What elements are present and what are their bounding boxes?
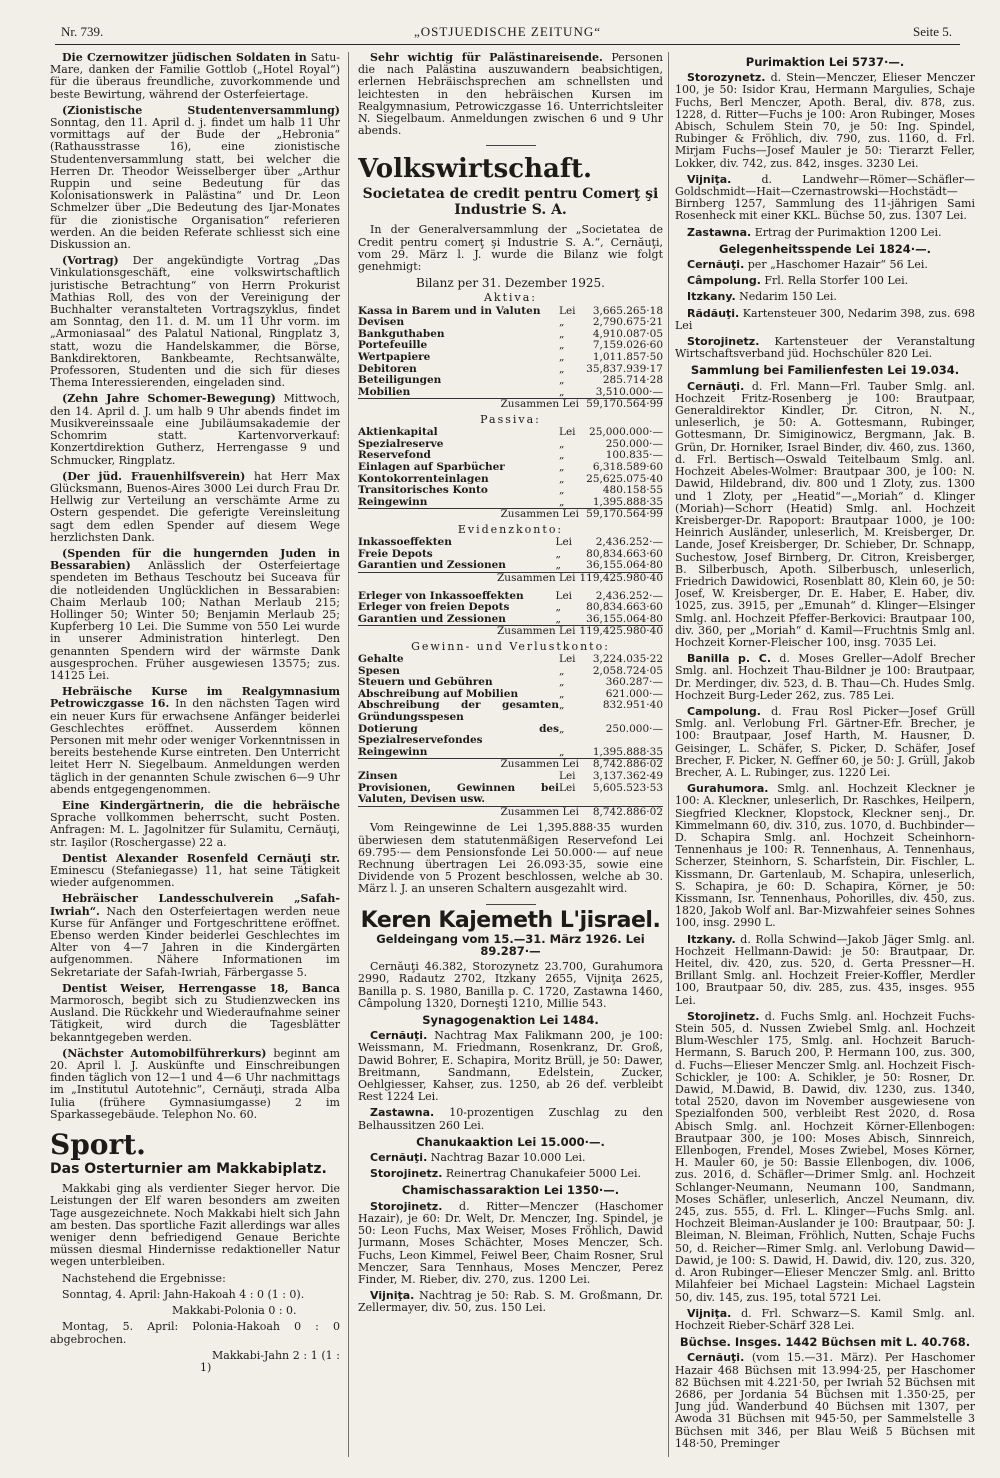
balance-amount: 36,155.064·80 [586,559,663,572]
balance-label: Einlagen auf Sparbücher [358,460,505,473]
balance-row [358,747,663,759]
balance-amount: 35,837.939·17 [586,362,663,375]
balance-row [358,560,663,572]
donation-entry [358,1152,663,1164]
balance-row [358,497,663,509]
balance-currency: „ [559,495,565,508]
donation-city: Banilla p. C. [687,652,772,666]
bilanz-title: Bilanz per 31. Dezember 1925. [416,276,605,291]
balance-total-amount: 8,742.886·02 [583,759,663,771]
balance-total-row [358,626,663,638]
balance-label: Devisen [358,316,405,329]
balance-currency: „ [559,351,565,364]
balance-amount: 285.714·28 [602,374,663,387]
separator [486,904,536,905]
chanuka-list [358,1152,663,1180]
donation-city: Cernăuţi. [370,1029,428,1043]
column-rule [348,52,349,1457]
notice-paragraph [50,471,340,544]
donation-entry [675,291,975,303]
donation-entry [675,1308,975,1332]
local-notices [50,52,340,1121]
balance-label: Dotierung des Spezialreservefondes [358,722,559,747]
separator [486,145,536,146]
balance-amount: 2,058.724·05 [592,664,663,677]
balance-label: Spesen [358,664,400,677]
balance-total-label: Zusammen Lei [358,399,583,411]
balance-amount: 480.158·55 [602,484,663,497]
balance-label: Mobilien [358,385,411,398]
donation-entry [675,1352,975,1450]
sport-result: Makkabi-Jahn 2 : 1 (1 : 1) [200,1348,340,1374]
notice-paragraph [50,686,340,796]
balance-currency: Lei [559,304,576,317]
balance-amount: 3,224.035·22 [592,653,663,666]
notice-paragraph [50,1048,340,1121]
donation-text: Nachtrag je 50: Rab. S. M. Großmann, Dr. Zellermayer, div. 50, zus. 150 Lei. [358,1289,663,1315]
balance-row [358,352,663,364]
balance-amount: 621.000·— [605,687,663,700]
balance-currency: „ [559,449,565,462]
donation-city: Cernăuţi. [687,379,745,393]
donation-entry [675,783,975,929]
notice-lead: Hebräische Kurse im Realgymnasium Petrowiczgasse 16. [50,685,340,711]
volkswirtschaft-title: Volkswirtschaft. [358,154,593,185]
balance-label: Provisionen, Gewinnen bei Valuten, Devisen usw. [358,781,559,806]
balance-currency: „ [559,374,565,387]
sport-heading: Das Osterturnier am Makkabiplatz. [50,1161,327,1178]
balance-amount: 250.000·— [605,437,663,450]
donation-city: Gurahumora. [687,782,769,796]
balance-currency: Lei [559,770,576,783]
balance-currency: „ [559,472,565,485]
balance-total-row [358,399,663,411]
column-rule [668,52,669,1457]
notice-paragraph [50,548,340,682]
societatea-intro: In der Generalversammlung der „Societatea de Credit pentru comerţ şi Industrie S. A.“, Cernăuţi, vom 29. März l. J. wurde die Bilanz wie folgt genehmigt: [358,223,663,274]
donation-text: 10-prozentigen Zuschlag zu den Belhaussitzen 260 Lei. [358,1106,663,1132]
notice-lead: (Zehn Jahre Schomer-Bewegung) [62,392,276,406]
column-local-news [50,52,340,1457]
balance-amount: 80,834.663·60 [586,601,663,614]
notice-paragraph [50,853,340,890]
donation-entry [358,1030,663,1103]
notice-lead: Die Czernowitzer jüdischen Soldaten in [62,52,307,64]
balance-currency: „ [559,362,565,375]
balance-label: Gehalte [358,653,404,666]
donation-entry [675,706,975,779]
donation-text: Nachtrag Bazar 10.000 Lei. [427,1151,586,1165]
balance-currency: Lei [555,589,573,602]
balance-amount: 1,395.888·35 [592,495,663,508]
balance-amount: 5,605.523·53 [592,781,663,794]
balance-row [358,485,663,497]
familienfeste-title: Sammlung bei Familienfesten Lei 19.034. [690,363,960,378]
donation-city: Zastawna. [370,1106,435,1120]
balance-label: Zinsen [358,770,398,783]
notice-lead: (Zionistische Studentenversammlung) [62,103,340,117]
donation-text: (vom 15.—31. März). Per Haschomer Hazair 468 Büchsen mit 13.994·25, per Haschomer 82 Büchsen mit 4.221·50, per Iwriah 52 Büchsen mit 2686, per Jordania 54 Büchsen mit 1.350·25, per Jung jüd. Wanderbund 40 Büchsen mit 1307, per Awoda 31 Büchsen mit 945·50, per Sammelstelle 3 Büchsen mit 346, per Blau Weiß 5 Büchsen mit 148·50, Preminger [675,1351,975,1450]
donation-text: Nedarim 150 Lei. [735,290,837,304]
sport-result: Makkabi-Polonia 0 : 0. [172,1304,297,1318]
balance-amount: 1,395.888·35 [592,745,663,758]
balance-currency: Lei [555,536,573,549]
notice-text: Marmorosch, begibt sich zu Studienzwecken ins Ausland. Die Rückkehr und Wiederaufnahme seiner Tätigkeit, wird durch die Tagesblätter bekanntgegeben werden. [50,994,340,1044]
notice-paragraph [50,105,340,251]
balance-label: Erleger von freien Depots [358,601,510,614]
balance-amount: 3,137.362·49 [592,770,663,783]
donation-text: Kartensteuer der Veranstaltung Wirtschaftsverband jüd. Hochschüler 820 Lei. [675,335,975,361]
donation-city: Storojinetz. [370,1199,443,1213]
balance-label: Transitorisches Konto [358,484,488,497]
balance-currency: „ [559,484,565,497]
balance-label: Aktienkapital [358,426,438,439]
balance-amount: 2,790.675·21 [592,316,663,329]
balance-currency: „ [559,327,565,340]
donation-text: Smlg. anl. Hochzeit Kleckner je 100: A. Kleckner, unleserlich, Dr. Raschkes, Heilpern, Siegfried Kleckner, Klopstock, Kleckner senj., Dr. Kimmelmann 60, div. 310, zus. 1070, d. Buchbinder—D. Schapira Smlg. anl. Hochzeit Scheinhorn-Tennenhaus je 100: R. Tennenhaus, A. Tennenhaus, Scherzer, Steinhorn, S. Scharfstein, Dir. Fischler, L. Kissmann, Dr. Gartenlaub, M. Schapira, unleserlich, S. Schapira, je 60: D. Schapira, Körner, je 50: Kissmann, Isr. Tennenhaus, Pohorilles, div. 450, zus. 1820, Jakob Wolf anl. Bar-Mizwahfeier seines Sohnes 100, insg. 2990 L. [675,782,975,930]
balance-total-label: Zusammen Lei [358,509,583,521]
passiva-table [358,427,663,521]
buechse-title: Büchse. Insges. 1442 Büchsen mit L. 40.768. [679,1335,971,1350]
notice-lead: (Der jüd. Frauenhilfsverein) [62,469,246,483]
sport-text: Makkabi ging als verdienter Sieger hervor. Die Leistungen der Elf waren besonders am zweiten Tage ausgezeichnete. Noch Makkabi hielt sich Jahn am besten. Das sportliche Fazit allerdings war alles weniger denn befriedigend Genaue Berichte müssen diesmal Hindernisse redaktioneller Natur wegen unterbleiben. [50,1182,340,1269]
notice-paragraph [50,983,340,1044]
balance-currency: „ [555,547,561,560]
palestine-notice: Sehr wichtig für Palästinareisende. Personen die nach Palästina auszuwandern beabsichtigen, erlernen Hebräischsprechen am schnellsten und leichtesten in den hebräischen Kursen im Realgymnasium, Petrowiczgasse 16. Unterrichtsleiter N. Siegelbaum. Anmeldungen zwischen 6 und 9 Uhr abends. [358,52,663,138]
balance-label: Debitoren [358,362,417,375]
balance-amount: 3,665.265·18 [592,304,663,317]
notice-text: Mittwoch, den 14. April d. J. um halb 9 Uhr abends findet im Musikvereinssaale eine Jubiläumsakademie der Schomrim statt. Kartenvorverkauf: Konzertdirektion Gutherz, Herrengasse 9 und Schmucker, Ringplatz. [50,392,340,467]
balance-label: Kassa in Barem und in Valuten [358,304,541,317]
balance-total-label: Zusammen Lei [358,806,583,818]
donation-city: Vijniţa. [687,172,732,186]
issue-number: Nr. 739. [61,24,104,39]
balance-amount: 25,625.075·40 [586,472,663,485]
donation-entry [675,259,975,271]
donation-text: d. Moses Greller—Adolf Brecher Smlg. anl. Hochzeit Thau-Bildner je 100: Brautpaar, Dr. Merdinger, div. 523, d. B. Thau—Ch. Hudes Smlg. Hochzeit Burg-Leder 262, zus. 785 Lei. [675,652,975,702]
donation-text: d. Fuchs Smlg. anl. Hochzeit Fuchs-Stein 505, d. Nussen Zwiebel Smlg. anl. Hochzeit Blum-Weschler 175, Smlg. anl. Hochzeit Baruch-Hermann, S. Baruch 200, P. Hermann 100, zus. 300, d. Fuchs—Elieser Menczer Smlg. anl. Hochzeit Fisch-Schickler, je 100: A. Schikler, je 50: Rosner, Dr. Dawid, M.Dawid, B. Dawid, div. 1230, zus. 1340, total 2520, davon im November ausgewiesene von Spezialfonden 500, verbleibt Rest 2020, d. Rosa Abisch Smlg. anl. Hochzeit Körner-Ellenbogen: Brautpaar 300, je 100: Moses Abisch, Sinnreich, Ellenbogen, Frendel, Moses Zwiebel, Moses Körner, H. Mauler 60, je 50: Bassie Ellenbogen, div. 1006, zus. 2016, d. Schäfler—Drimer Smlg. anl. Hochzeit Schlanger-Neumann, Neumann 100, Sandmann, Moses Schäfler, unleserlich, Anczel Neumann, div. 245, zus. 555, d. Frl. L. Klinger—Fuchs Smlg. anl. Hochzeit Bleiman-Auslander je 100: Brautpaar, 50: J. Bleiman, N. Bleiman, Fröhlich, Nutten, Schaje Fuchs 50, d. Reicher—Rimer Smlg. anl. Verlobung Dawid—Dawid, je 100: S. Dawid, H. Dawid, div. 120, zus. 320, d. Aron Rubinger—Elieser Menczer Smlg. anl. Britto Milahfeier bei Michael Lagstein: Michael Lagstein 50, div. 145, zus. 195, total 5721 Lei. [675,1009,975,1304]
notice-text: Eminescu (Stefaniegasse) 11, hat seine Tätigkeit wieder aufgenommen. [50,864,340,890]
newspaper-title: „OSTJUEDISCHE ZEITUNG“ [413,24,601,39]
balance-amount: 3,510.000·— [595,385,663,398]
donation-city: Rădăuţi. [687,306,740,320]
balance-total-amount: 119,425.980·40 [579,625,663,638]
donation-city: Storojinetz. [687,335,760,349]
donation-text: d. Frau Rosl Picker—Josef Grüll Smlg. anl. Verlobung Frl. Gärtner-Efr. Brecher, je 100: Brautpaar, Josef Harth, M. Hausner, D. Geisinger, L. Schäfer, S. Picker, D. Schäfer, Josef Brecher, F. Picker, N. Geffner 60, je 50: J. Grüll, Jakob Brecher, A. L. Rubinger, zus. 1220 Lei. [675,704,975,779]
notice-lead: Hebräischer Landesschulverein „Safah-Iwriah“. [50,892,340,918]
balance-label: Kontokorrenteinlagen [358,472,489,485]
balance-row [358,771,663,783]
donation-city: Zastawna. [687,225,752,239]
balance-row [358,654,663,666]
aktiva-title: Aktiva: [483,291,538,305]
evidenz-table [358,591,663,638]
balance-row [358,537,663,549]
balance-amount: 250.000·— [605,722,663,735]
donation-city: Vijniţa. [370,1289,415,1303]
donation-city: Itzkany. [687,290,736,304]
notice-paragraph [50,255,340,389]
balance-label: Erleger von Inkassoeffekten [358,589,524,602]
donation-text: Nachtrag Max Falikmann 200, je 100: Weissmann, M. Friedmann, Rosenkranz, Dr. Groß, Dawid Bohrer, E. Schapira, Moritz Brüll, je 50: Dawer, Breitmann, Sandmann, Edelstein, Zucker, Oehlgiesser, Kahser, zus. 1250, ab 26 def. verbleibt Rest 1224 Lei. [358,1029,663,1104]
purim-title: Purimaktion Lei 5737·—. [745,55,905,69]
donation-city: Itzkany. [687,932,736,946]
balance-currency: „ [559,460,565,473]
donation-text: d. Ritter—Menczer (Haschomer Hazair), je 60: Dr. Welt, Dr. Menczer, Ing. Spindel, je 50: Leon Fuchs, Max Weiser, Moses Fröhlich, Dawid Jurmann, Moses Schächter, Moses Menczer, Sch. Fuchs, Leon Kimmel, Feiwel Beer, Chaim Rosner, Srul Menczer, Sara Tennhaus, Moses Menczer, Perez Finder, M. Rieber, div. 270, zus. 1200 Lei. [358,1199,663,1286]
donation-entry [358,1290,663,1314]
notice-lead: (Nächster Automobilführerkurs) [62,1046,267,1060]
notice-text: Sonntag, den 11. April d. j. findet um halb 11 Uhr vormittags auf der Bude der „Hebronia“ (Rathausstrasse 16), eine zionistische Studentenversammlung statt, bei welcher die Herren Dr. Theodor Weisselberger über „Arthur Ruppin und seine Bedeutung für das Kolonisationswerk in Palästina“ und Dr. Leon Schmelzer über „Die Bedeutung des Ijar-Monates für die zionistische Organisation“ referieren werden. An die beiden Referate schliesst sich eine Diskussion an. [50,116,340,252]
donation-text: Reinertrag Chanukafeier 5000 Lei. [442,1167,641,1181]
balance-total-amount: 59,170.564·99 [583,509,663,521]
donation-entry [358,1201,663,1286]
donation-entry [675,227,975,239]
balance-currency: „ [559,687,565,700]
balance-label: Wertpapiere [358,351,431,364]
notice-text: In den nächsten Tagen wird ein neuer Kurs für erwachsene Anfänger beiderlei Geschlechtes eröffnet. Ausserdem können Personen mit mehr oder weniger Vorkenntnissen in bereits bestehende Kurse eintreten. Den Unterricht leitet Herr N. Siegelbaum. Anmeldungen werden täglich in der genannten Schule zwischen 6—9 Uhr abends entgegengenommen. [50,697,340,796]
donation-city: Storojinetz. [370,1167,443,1181]
balance-label: Steuern und Gebühren [358,676,493,689]
donation-entry [675,336,975,360]
balance-amount: 6,318.589·60 [592,460,663,473]
balance-currency: „ [559,316,565,329]
balance-amount: 2,436.252·— [595,536,663,549]
synagogen-title: Synagogenaktion Lei 1484. [422,1013,599,1028]
balance-total-row [358,572,663,584]
aktiva-table [358,306,663,411]
donation-entry [675,275,975,287]
sport-result: Sonntag, 4. April: Jahn-Hakoah 4 : 0 (1 : 0). [62,1287,305,1301]
balance-amount: 360.287·— [605,676,663,689]
chanuka-title: Chanukaaktion Lei 15.000·—. [416,1134,605,1149]
notice-text: Nach den Osterfeiertagen werden neue Kurse für Anfänger und Fortgeschrittene eröffnet. Ebenso werden Kinder beiderlei Geschlechtes im Alter von 4—7 Jahren in die Kindergärten aufgenommen. Nähere Informationen im Sekretariate der Safah-Iwriah, Färbergasse 5. [50,904,340,979]
donation-city: Cernăuţi. [687,258,745,272]
notice-text: Der angekündigte Vortrag „Das Vinkulationsgeschäft, eine volkswirtschaftlich juristische Betrachtung“ von Herrn Prokurist Mathias Roll, des von der Vereinigung der Buchhalter veranstalteten Vortragszyklus, findet am Sonntag, den 11. d. M. um 11 Uhr vorm. im „Armoniasaal“ des Palatul National, Ringplatz 3, statt, wozu die Handelskammer, die Börse, Bankdirektoren, Bankbeamte, Rechtsanwälte, Professoren, Studenten und die sich für dieses Thema Interessierenden, eingeladen sind. [50,254,340,390]
keren-kajemeth-title: Keren Kajemeth L'jisrael. [360,907,661,933]
notice-paragraph [50,393,340,466]
donation-city: Cernăuţi. [370,1151,428,1165]
balance-label: Reservefond [358,449,431,462]
donation-entry [675,653,975,702]
evidenz-table [358,537,663,584]
balance-label: Abschreibung der gesamten Gründungsspesen [358,699,559,724]
donation-entry [675,174,975,223]
donation-entry [675,1011,975,1304]
donation-entry [675,72,975,170]
balance-currency: „ [559,339,565,352]
balance-label: Garantien und Zessionen [358,612,506,625]
gv-title: Gewinn- und Verlustkonto: [411,639,610,653]
notice-lead: Dentist Alexander Rosenfeld Cernăuţi str. [62,851,340,865]
balance-amount: 4,910.087·05 [592,327,663,340]
balance-amount: 1,011.857·50 [592,351,663,364]
balance-total-label: Zusammen Lei [358,759,583,771]
sport-title: Sport. [50,1128,146,1162]
balance-label: Reingewinn [358,495,428,508]
notice-text: beginnt am 20. April l. J. Auskünfte und Einschreibungen finden täglich von 12—1 und 4—6 Uhr nachmittags im „Institutul Autotehnic“, Cernăuţi, strada Alba Iulia (frühere Gymnasiumgasse) 2 im Sparkassegebäude. Telephon No. 60. [50,1046,340,1121]
balance-label: Garantien und Zessionen [358,559,506,572]
donation-city: Cernăuţi. [687,1351,745,1365]
donation-city: Campolung. [687,704,761,718]
donation-entry [675,381,975,649]
balance-label: Freie Depots [358,547,433,560]
balance-total-label: Zusammen Lei [358,572,580,584]
notice-lead: Dentist Weiser, Herrengasse 18, Banca [62,981,340,995]
notice-lead: Eine Kindergärtnerin, die die hebräische [62,798,340,812]
column-economy [358,52,663,1457]
notice-text: Sprache vollkommen beherrscht, sucht Posten. Anfragen: M. L. Jagolnitzer für Sulamitu, Cernăuţi, str. Iaşilor (Roschergasse) 22 a. [50,811,340,849]
notice-text: Satu-Mare, danken der Familie Gottlob („Hotel Royal“) für die überaus freundliche, zuvorkommende und beste Bewirtung, während der Osterfeiertage. [50,52,340,101]
sport-result: Montag, 5. April: Polonia-Hakoah 0 : 0 abgebrochen. [50,1320,340,1346]
synagogen-list [358,1030,663,1132]
gelegenheit-title: Gelegenheitsspende Lei 1824·—. [719,241,931,256]
donation-city: Vijniţa. [687,1306,732,1320]
donation-text: per „Haschomer Hazair“ 56 Lei. [744,258,928,272]
balance-currency: „ [559,722,565,735]
balance-amount: 36,155.064·80 [586,612,663,625]
donation-text: d. Frl. Mann—Frl. Tauber Smlg. anl. Hochzeit Fritz-Rosenberg je 100: Brautpaar, Generaldirektor Kindler, Dr. Citron, N. N., unleserlich, je 50: A. Gottesmann, Rubinger, Gottesmann, Dr. Simiginowicz, Bergmann, Jak. B. Grün, Dr. Horniker, Israel Binder, div. 460, zus. 1360, d. Frl. Bertisch—Oswald Teitelbaum Smlg. anl. Hochzeit Abeles-Wolmer: Brautpaar 300, je 100: N. Dawid, Hildebrand, div. 800 und 1 Zloty, zus. 1300 und 1 Zloty, per „Heatid“—„Moriah“ d. Klinger (Moriah)—Schorr (Heatid) Smlg. anl. Hochzeit Kreisberger-Dr. Rapoport: Brautpaar 1000, je 100: Heinrich Ausländer, unleserlich, M. Kreisberger, Dr. Lande, Josef Kreisberger, Dr. Schieber, Dr. Schnapp, Suchestow, Josef Birnberg, Dr. Citron, Kreisberger, B. Silberbusch, Apoth. Silberbusch, unleserlich, Friedrich Dawidowici, Rosenblatt 80, Klein 60, je 50: Josef, W. Kreisberger, Dr. E. Haber, E. Haber, div. 1025, zus. 3915, per „Emunah“ d. Klinger—Elsinger Smlg. anl. Hochzeit Pfeffer-Berkovici: Brautpaar 100, div. 360, per „Moriah“ d. Kamil—Fruchtnis Smlg anl. Hochzeit Korner-Fleischer 100, insg. 7035 Lei. [675,379,975,649]
balance-currency: „ [559,699,565,712]
balance-amount: 2,436.252·— [595,589,663,602]
column-donations [675,52,975,1457]
notice-paragraph [50,52,340,101]
balance-label: Reingewinn [358,745,428,758]
balance-currency: „ [559,664,565,677]
balance-row [358,783,663,807]
balance-amount: 80,834.663·60 [586,547,663,560]
balance-currency: „ [559,676,565,689]
chamischassar-title: Chamischassaraktion Lei 1350·—. [401,1183,620,1198]
balance-amount: 832.951·40 [602,699,663,712]
notice-paragraph [50,893,340,978]
page-header [55,18,960,45]
notice-text: Anlässlich der Osterfeiertage spendeten im Bethaus Teschoutz bei Suceava für die notleidenden Unglücklichen in Bessarabien: Chaim Merlaub 100; Nathan Merlaub 215; Hollinger 50; Winter 50; Benjamin Merlaub 25; Kupferberg 10 Lei. Die Summe von 550 Lei wurde in unserer Administration hinterlegt. Den genannten Spendern wird der wärmste Dank ausgesprochen. Früher ausgewiesen 13575; zus. 14125 Lei. [50,559,340,682]
balance-currency: Lei [559,653,576,666]
buechse-list [675,1352,975,1450]
balance-currency: „ [555,601,561,614]
balance-label: Spezialreserve [358,437,444,450]
purim-list [675,72,975,239]
balance-row [358,700,663,723]
balance-label: Inkassoeffekten [358,536,452,549]
notice-paragraph [50,800,340,849]
balance-currency: „ [559,745,565,758]
balance-row [358,462,663,474]
donation-text: Ertrag der Purimaktion 1200 Lei. [751,225,942,239]
balance-amount: 7,159.026·60 [592,339,663,352]
balance-label: Abschreibung auf Mobilien [358,687,519,700]
notice-text: hat Herr Max Glücksmann, Buenos-Aires 3000 Lei durch Frau Dr. Hellwig zur Verteilung an verschämte Arme zu Ostern gespendet. Die geferigte Vereinsleitung sagt dem edlen Spender auf diesem Wege herzlichsten Dank. [50,469,340,544]
balance-row [358,724,663,747]
donation-text: d. Stein—Menczer, Elieser Menczer 100, je 50: Isidor Krau, Hermann Margulies, Schaje Fuchs, Berl Menczer, Apoth. Beral, div. 878, zus. 1228, d. Ritter—Fuchs je 100: Aron Rubinger, Moses Abisch, Schulem Stein 70, je 50: Ing. Spindel, Rubinger & Fröhlich, div. 790, zus. 1160, d. Frl. Mirjam Fuchs—Josef Mauler je 50: Tierarzt Feller, Lokker, div. 742, zus. 842, insges. 3230 Lei. [675,71,975,170]
donation-text: Kartensteuer 300, Nedarim 398, zus. 698 Lei [675,306,975,332]
donation-text: Frl. Rella Storfer 100 Lei. [760,274,909,288]
balance-total-amount: 8,742.886·02 [583,806,663,818]
balance-row [358,387,663,399]
donation-city: Storozynetz. [687,71,766,85]
societatea-title: Societatea de credit pentru Comerţ şi Industrie S. A. [362,186,659,219]
balance-label: Bankguthaben [358,327,445,340]
balance-total-row [358,509,663,521]
donation-entry [358,1107,663,1131]
gelegenheit-list [675,259,975,360]
reingewinn-text: Vom Reingewinne de Lei 1,395.888·35 wurden überwiesen dem statutenmäßigen Reservefond Lei 69.795·— dem Pensionsfonde Lei 50.000·— auf neue Rechnung übertragen Lei 26.093·35, sowie eine Dividende von 5 Prozent beschlossen, welche ab 30. März l. J. an unseren Schaltern ausgezahlt wird. [358,821,663,896]
donation-text: d. Rolla Schwind—Jakob Jäger Smlg. anl. Hochzeit Hellmann-Dawid: je 50: Brautpaar, Dr. Heitel, div. 420, zus. 520, d. Gerta Pressner—H. Brillant Smlg. anl. Hochzeit Freier-Koffler, Merdler 100, Brautpaar 50, div. 285, zus. 435, insges. 955 Lei. [675,932,975,1007]
balance-row [358,602,663,614]
balance-row [358,614,663,626]
page-number: Seite 5. [913,24,952,39]
passiva-title: Passiva: [480,412,541,426]
geldeingang-title: Geldeingang vom 15.—31. März 1926. Lei 89.287·— [376,931,645,959]
gv-table [358,771,663,818]
sport-results-intro: Nachstehend die Ergebnisse: [62,1271,226,1285]
balance-label: Portefeuille [358,339,428,352]
balance-currency: „ [555,612,561,625]
notice-lead: (Spenden für die hungernden Juden in Bessarabien) [50,546,340,573]
balance-currency: „ [559,437,565,450]
balance-amount: 100.835·— [605,449,663,462]
donation-text: d. Landwehr—Römer—Schäfler—Goldschmidt—Hait—Czernastrowski—Hochstädt—Birnberg 1257, Sammlung des 11-jährigen Sami Rosenheck mit einer KKL. Büchse 50, zus. 1307 Lei. [675,172,975,223]
balance-currency: Lei [559,426,576,439]
balance-total-row [358,806,663,818]
balance-amount: 25,000.000·— [589,426,663,439]
donation-city: Câmpolung. [687,274,761,288]
balance-currency: Lei [559,781,576,794]
donation-text: d. Frl. Schwarz—S. Kamil Smlg. anl. Hochzeit Rieber-Schärf 328 Lei. [675,1306,975,1332]
balance-label: Beteiligungen [358,374,442,387]
balance-currency: „ [559,385,565,398]
donation-entry [675,934,975,1007]
donation-city: Storojinetz. [687,1009,760,1023]
chamischassar-list [358,1201,663,1315]
balance-total-amount: 119,425.980·40 [579,571,663,584]
balance-currency: „ [555,559,561,572]
notice-lead: (Vortrag) [62,254,119,268]
balance-total-amount: 59,170.564·99 [583,399,663,411]
balance-total-label: Zusammen Lei [358,626,580,638]
donation-entry [675,308,975,332]
gv-table [358,654,663,771]
familienfeste-list [675,381,975,1332]
geldeingang-text: Cernăuţi 46.382, Storozynetz 23.700, Gurahumora 2990, Radautz 2702, Itzkany 2655, Vijniţa 2625, Banilla p. S. 1980, Banilla p. C. 1720, Zastawna 1460, Câmpolung 1320, Dorneşti 1210, Millie 543. [358,960,663,1010]
donation-entry [358,1168,663,1180]
evidenz-title: Evidenzkonto: [457,522,564,536]
